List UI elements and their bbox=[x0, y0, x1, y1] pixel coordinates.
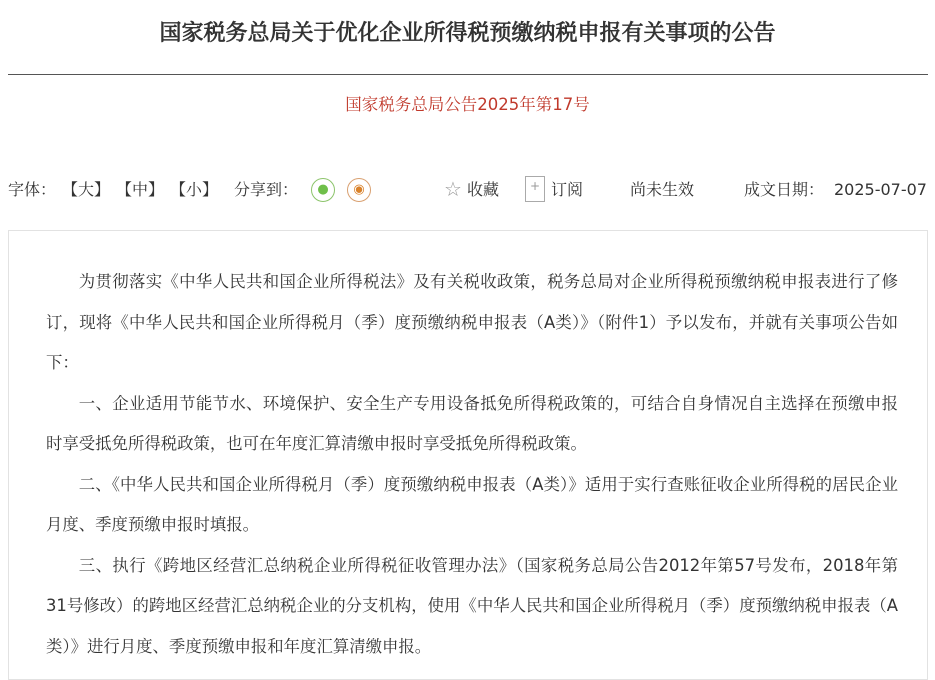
paragraph-3: 三、执行《跨地区经营汇总纳税企业所得税征收管理办法》（国家税务总局公告2012年第57号发布，2018年第31号修改）的跨地区经营汇总纳税企业的分支机构，使用《中华人民共和国企业所得税月（季）度预缴纳税申报表（A类）》进行月度、季度预缴申报和年度汇算清缴申报。 bbox=[46, 555, 898, 656]
date-label: 成文日期： bbox=[744, 180, 825, 199]
paragraph-2: 二、《中华人民共和国企业所得税月（季）度预缴纳税申报表（A类）》适用于实行查账征收企业所得税的居民企业月度、季度预缴申报时填报。 bbox=[46, 474, 898, 534]
document-number: 国家税务总局公告2025年第17号 bbox=[345, 95, 590, 114]
font-small-button[interactable]: 【小】 bbox=[170, 180, 219, 199]
star-icon[interactable]: ☆ bbox=[444, 177, 462, 201]
subscribe-button[interactable]: 订阅 bbox=[551, 180, 584, 199]
paragraph-intro: 为贯彻落实《中华人民共和国企业所得税法》及有关税收政策，税务总局对企业所得税预缴纳税申报表进行了修订，现将《中华人民共和国企业所得税月（季）度预缴纳税申报表（A类）》（附件1）予以发布，并就有关事项公告如下： bbox=[46, 272, 898, 372]
date-value: 2025-07-07 bbox=[834, 180, 927, 199]
title-divider bbox=[8, 74, 928, 75]
wechat-icon[interactable]: ● bbox=[311, 178, 335, 202]
font-medium-button[interactable]: 【中】 bbox=[116, 180, 165, 199]
article-body bbox=[46, 262, 898, 667]
page-title: 国家税务总局关于优化企业所得税预缴纳税申报有关事项的公告 bbox=[159, 21, 776, 46]
font-size-label: 字体： bbox=[8, 180, 57, 199]
paragraph-1: 一、企业适用节能节水、环境保护、安全生产专用设备抵免所得税政策的，可结合自身情况自主选择在预缴申报时享受抵免所得税政策，也可在年度汇算清缴申报时享受抵免所得税政策。 bbox=[46, 393, 898, 453]
status-badge: 尚未生效 bbox=[630, 180, 695, 199]
share-label: 分享到： bbox=[234, 180, 299, 199]
bookmark-plus-icon[interactable]: + bbox=[525, 176, 545, 202]
favorite-button[interactable]: 收藏 bbox=[467, 180, 500, 199]
font-large-button[interactable]: 【大】 bbox=[62, 180, 111, 199]
weibo-icon[interactable]: ◉ bbox=[347, 178, 371, 202]
toolbar bbox=[8, 178, 928, 202]
